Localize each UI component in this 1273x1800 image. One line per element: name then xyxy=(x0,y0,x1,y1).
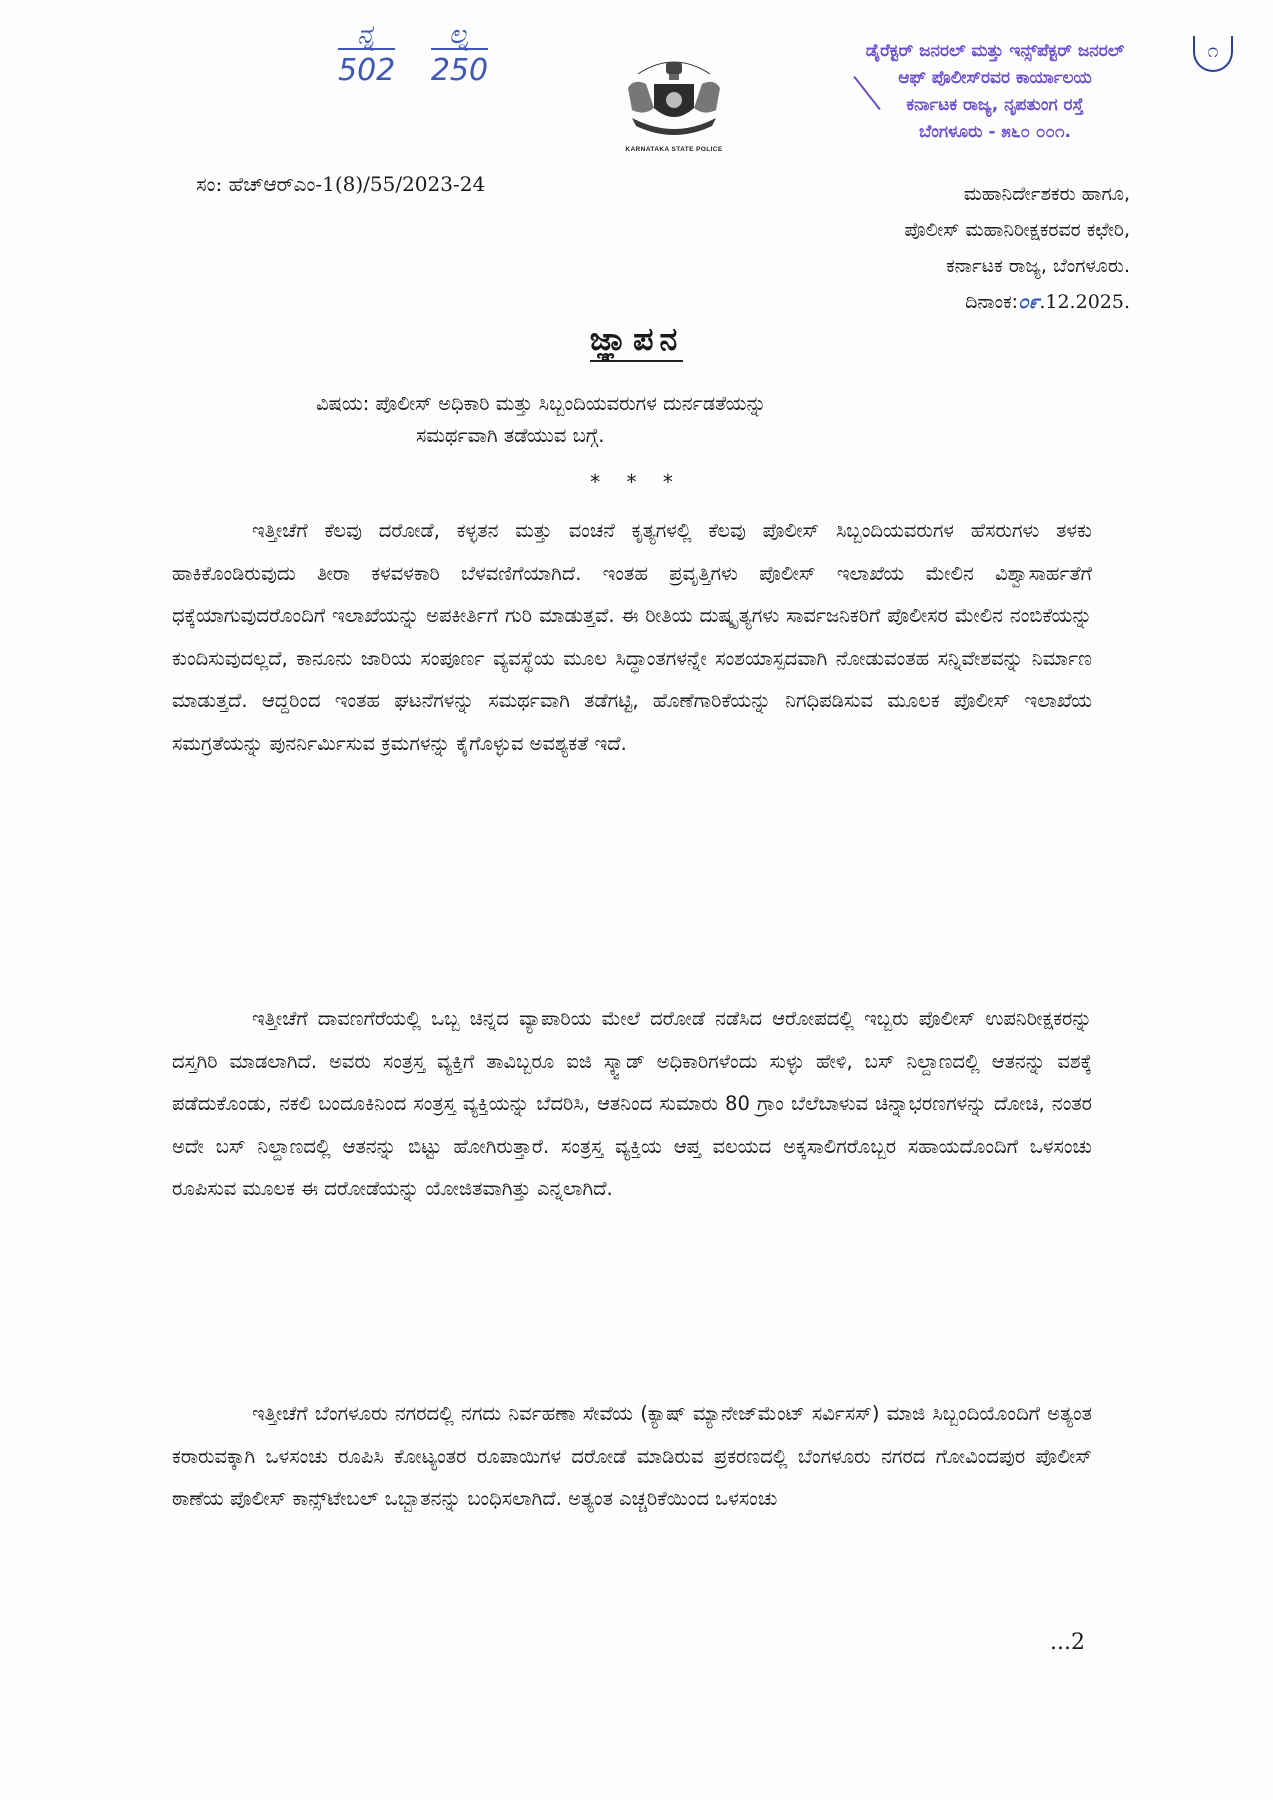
document-date: ದಿನಾಂಕ:೦೯.12.2025. xyxy=(965,291,1130,313)
reference-number: ಸಂ: ಹೆಚ್‌ಆರ್‌ಎಂ-1(8)/55/2023-24 xyxy=(196,172,486,196)
document-title: ಜ್ಞಾಪನ xyxy=(0,320,1273,359)
paragraph-3 xyxy=(172,1393,1092,1521)
paragraph-text: ಇತ್ತೀಚೆಗೆ ಬೆಂಗಳೂರು ನಗರದಲ್ಲಿ ನಗದು ನಿರ್ವಹಣಾ ಸೇವೆಯ (ಕ್ಯಾಷ್ ಮ್ಯಾನೇಜ್‌ಮೆಂಟ್ ಸರ್ವಿಸಸ್) ಮಾಜಿ ಸಿಬ್ಬಂದಿಯೊಂದಿಗೆ ಅತ್ಯಂತ ಕರಾರುವಕ್ಕಾಗಿ ಒಳಸಂಚು ರೂಪಿಸಿ ಕೋಟ್ಯಂತರ ರೂಪಾಯಿಗಳ ದರೋಡೆ ಮಾಡಿರುವ ಪ್ರಕರಣದಲ್ಲಿ ಬೆಂಗಳೂರು ನಗರದ ಗೋವಿಂದಪುರ ಪೊಲೀಸ್ ಠಾಣೆಯ ಪೊಲೀಸ್ ಕಾನ್ಸ್‌ಟೇಬಲ್ ಒಬ್ಬಾತನನ್ನು ಬಂಧಿಸಲಾಗಿದೆ. ಅತ್ಯಂತ ಎಚ್ಚರಿಕೆಯಿಂದ ಒಳಸಂಚು xyxy=(172,1402,1092,1510)
office-address xyxy=(790,176,1130,320)
paragraph-text: ಇತ್ತೀಚೆಗೆ ಕೆಲವು ದರೋಡೆ, ಕಳ್ಳತನ ಮತ್ತು ವಂಚನೆ ಕೃತ್ಯಗಳಲ್ಲಿ ಕೆಲವು ಪೊಲೀಸ್ ಸಿಬ್ಬಂದಿಯವರುಗಳ ಹೆಸರುಗಳು ತಳಕು ಹಾಕಿಕೊಂಡಿರುವುದು ತೀರಾ ಕಳವಳಕಾರಿ ಬೆಳವಣಿಗೆಯಾಗಿದೆ. ಇಂತಹ ಪ್ರವೃತ್ತಿಗಳು ಪೊಲೀಸ್ ಇಲಾಖೆಯ ಮೇಲಿನ ವಿಶ್ವಾಸಾರ್ಹತೆಗೆ ಧಕ್ಕೆಯಾಗುವುದರೊಂದಿಗೆ ಇಲಾಖೆಯನ್ನು ಅಪಕೀರ್ತಿಗೆ ಗುರಿ ಮಾಡುತ್ತವೆ. ಈ ರೀತಿಯ ದುಷ್ಕೃತ್ಯಗಳು ಸಾರ್ವಜನಿಕರಿಗೆ ಪೊಲೀಸರ ಮೇಲಿನ ನಂಬಿಕೆಯನ್ನು ಕುಂದಿಸುವುದಲ್ಲದೆ, ಕಾನೂನು ಜಾರಿಯ ಸಂಪೂರ್ಣ ವ್ಯವಸ್ಥೆಯ ಮೂಲ ಸಿದ್ಧಾಂತಗಳನ್ನೇ ಸಂಶಯಾಸ್ಪದವಾಗಿ ನೋಡುವಂತಹ ಸನ್ನಿವೇಶವನ್ನು ನಿರ್ಮಾಣ ಮಾಡುತ್ತದೆ. ಆದ್ದರಿಂದ ಇಂತಹ ಘಟನೆಗಳನ್ನು ಸಮರ್ಥವಾಗಿ ತಡೆಗಟ್ಟಿ, ಹೊಣೆಗಾರಿಕೆಯನ್ನು ನಿಗಧಿಪಡಿಸುವ ಮೂಲಕ ಪೊಲೀಸ್ ಇಲಾಖೆಯ ಸಮಗ್ರತೆಯನ್ನು ಪುನರ್ನಿರ್ಮಿಸುವ ಕ್ರಮಗಳನ್ನು ಕೈಗೊಳ್ಳುವ ಅವಶ್ಯಕತೆ ಇದೆ. xyxy=(172,519,1092,755)
page-continuation: ...2 xyxy=(1050,1630,1085,1655)
emblem-caption: KARNATAKA STATE POLICE xyxy=(625,146,723,153)
office-stamp xyxy=(800,38,1190,146)
stamp-line: ಡೈರೆಕ್ಟರ್ ಜನರಲ್ ಮತ್ತು ಇನ್ಸ್‌ಪೆಕ್ಟರ್ ಜನರಲ್ xyxy=(865,41,1125,61)
subject-line: ಸಮರ್ಥವಾಗಿ ತಡೆಯುವ ಬಗ್ಗೆ. xyxy=(416,424,605,447)
separator: * * * xyxy=(590,470,683,494)
subject xyxy=(316,388,1076,452)
karnataka-police-emblem xyxy=(604,48,744,160)
subject-line: ವಿಷಯ: ಪೊಲೀಸ್ ಅಧಿಕಾರಿ ಮತ್ತು ಸಿಬ್ಬಂದಿಯವರುಗಳ ದುರ್ನಡತೆಯನ್ನು xyxy=(316,392,767,415)
stamp-line: ಕರ್ನಾಟಕ ರಾಜ್ಯ, ನೃಪತುಂಗ ರಸ್ತೆ xyxy=(906,95,1084,115)
state-emblem-icon xyxy=(614,48,734,144)
paragraph-1 xyxy=(172,510,1092,765)
office-line: ಮಹಾನಿರ್ದೇಶಕರು ಹಾಗೂ, xyxy=(963,183,1130,205)
stamp-line: ಬೆಂಗಳೂರು - ೫೬೦ ೦೦೧. xyxy=(919,122,1071,142)
handwritten-day: ೦೯ xyxy=(1018,291,1040,313)
office-line: ಕರ್ನಾಟಕ ರಾಜ್ಯ, ಬೆಂಗಳೂರು. xyxy=(946,255,1130,277)
office-line: ಪೊಲೀಸ್ ಮಹಾನಿರೀಕ್ಷಕರವರ ಕಛೇರಿ, xyxy=(904,219,1130,241)
paragraph-text: ಇತ್ತೀಚೆಗೆ ದಾವಣಗೆರೆಯಲ್ಲಿ ಒಬ್ಬ ಚಿನ್ನದ ವ್ಯಾಪಾರಿಯ ಮೇಲೆ ದರೋಡೆ ನಡೆಸಿದ ಆರೋಪದಲ್ಲಿ ಇಬ್ಬರು ಪೊಲೀಸ್ ಉಪನಿರೀಕ್ಷಕರನ್ನು ದಸ್ತಗಿರಿ ಮಾಡಲಾಗಿದೆ. ಅವರು ಸಂತ್ರಸ್ತ ವ್ಯಕ್ತಿಗೆ ತಾವಿಬ್ಬರೂ ಐಜಿ ಸ್ಕ್ವಾಡ್ ಅಧಿಕಾರಿಗಳೆಂದು ಸುಳ್ಳು ಹೇಳಿ, ಬಸ್ ನಿಲ್ದಾಣದಲ್ಲಿ ಆತನನ್ನು ವಶಕ್ಕೆ ಪಡೆದುಕೊಂಡು, ನಕಲಿ ಬಂದೂಕಿನಿಂದ ಸಂತ್ರಸ್ತ ವ್ಯಕ್ತಿಯನ್ನು ಬೆದರಿಸಿ, ಆತನಿಂದ ಸುಮಾರು 80 ಗ್ರಾಂ ಬೆಲೆಬಾಳುವ ಚಿನ್ನಾಭರಣಗಳನ್ನು ದೋಚಿ, ನಂತರ ಅದೇ ಬಸ್ ನಿಲ್ದಾಣದಲ್ಲಿ ಆತನನ್ನು ಬಿಟ್ಟು ಹೋಗಿರುತ್ತಾರೆ. ಸಂತ್ರಸ್ತ ವ್ಯಕ್ತಿಯ ಆಪ್ತ ವಲಯದ ಅಕ್ಕಸಾಲಿಗರೊಬ್ಬರ ಸಹಾಯದೊಂದಿಗೆ ಒಳಸಂಚು ರೂಪಿಸುವ ಮೂಲಕ ಈ ದರೋಡೆಯನ್ನು ಯೋಜಿತವಾಗಿತ್ತು ಎನ್ನಲಾಗಿದೆ. xyxy=(172,1007,1092,1200)
page-number-mark: ೧ xyxy=(1193,36,1233,72)
handwritten-note: $\frac{\text{ಲ್ನ}}{250}$ xyxy=(430,20,489,88)
paragraph-2 xyxy=(172,998,1092,1211)
handwritten-note: $\frac{\text{ನ್ನ}}{502}$ xyxy=(338,20,396,88)
handwritten-notes xyxy=(338,22,514,86)
stamp-line: ಆಫ್ ಪೊಲೀಸ್‌ರವರ ಕಾರ್ಯಾಲಯ xyxy=(898,68,1092,88)
